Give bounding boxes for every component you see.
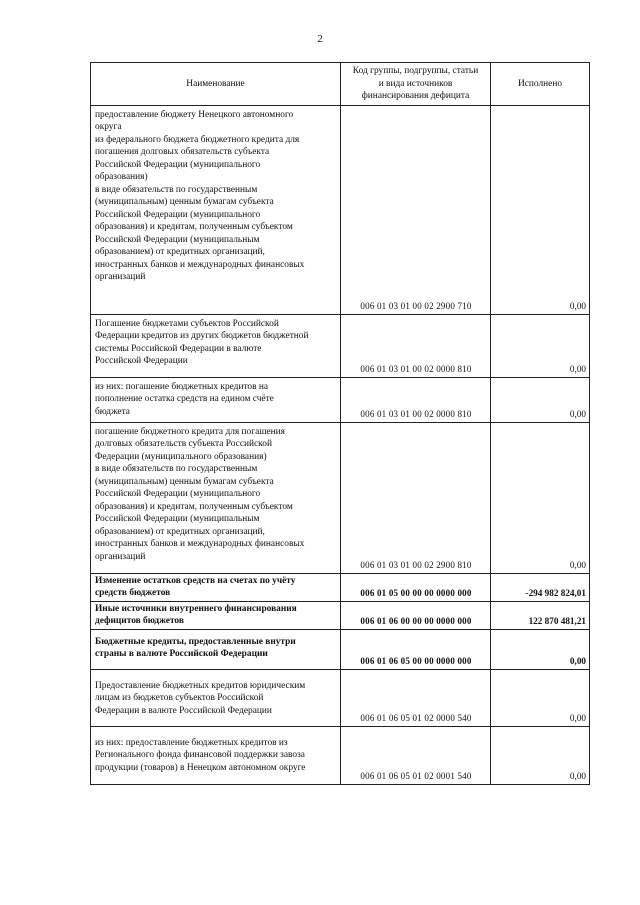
row-code: 006 01 03 01 00 02 0000 810 [341,377,491,422]
row-amount: 0,00 [491,377,590,422]
row-name: Иные источники внутреннего финансирования дефицитов бюджетов [91,601,341,629]
row-name: из них: предоставление бюджетных кредитов из Регионального фонда финансовой поддержки завоза продукции (товаров) в Ненецком автономном округе [91,726,341,784]
table-row [91,105,590,314]
row-name: Бюджетные кредиты, предоставленные внутри страны в валюте Российской Федерации [91,629,341,669]
row-name: погашение бюджетного кредита для погашения долговых обязательств субъекта Российской Федерации (муниципального образования) в виде обязательств по государственным (муниципальным) ценным бумагам субъекта Российской Федерации (муниципального образования) и кредитам, полученным субъектом Российской Федерации (муниципальным образованием) от кредитных организаций, иностранных банков и международных финансовых организаций [91,422,341,573]
table-row [91,314,590,377]
row-amount: 122 870 481,21 [491,601,590,629]
header-code: Код группы, подгруппы, статьи и вида источников финансирования дефицита [341,63,491,106]
row-name: Предоставление бюджетных кредитов юридическим лицам из бюджетов субъектов Российской Федерации в валюте Российской Федерации [91,669,341,726]
row-code: 006 01 06 05 00 00 0000 000 [341,629,491,669]
table-row [91,629,590,669]
row-amount: 0,00 [491,726,590,784]
row-amount: 0,00 [491,314,590,377]
row-amount: -294 982 824,01 [491,573,590,601]
row-code: 006 01 06 05 01 02 0000 540 [341,669,491,726]
row-amount: 0,00 [491,105,590,314]
row-code: 006 01 03 01 00 02 0000 810 [341,314,491,377]
page-number: 2 [317,33,323,45]
table-row [91,422,590,573]
row-name: Изменение остатков средств на счетах по учёту средств бюджетов [91,573,341,601]
row-name: из них: погашение бюджетных кредитов на пополнение остатка средств на едином счёте бюджета [91,377,341,422]
header-amount: Исполнено [491,63,590,106]
row-name: Погашение бюджетами субъектов Российской Федерации кредитов из других бюджетов бюджетной системы Российской Федерации в валюте Российской Федерации [91,314,341,377]
row-code: 006 01 06 00 00 00 0000 000 [341,601,491,629]
row-code: 006 01 03 01 00 02 2900 710 [341,105,491,314]
row-amount: 0,00 [491,629,590,669]
row-code: 006 01 05 00 00 00 0000 000 [341,573,491,601]
header-name: Наименование [91,63,341,106]
table-row [91,601,590,629]
row-code: 006 01 06 05 01 02 0001 540 [341,726,491,784]
row-amount: 0,00 [491,422,590,573]
row-code: 006 01 03 01 00 02 2900 810 [341,422,491,573]
row-amount: 0,00 [491,669,590,726]
table-row [91,573,590,601]
financing-sources-table [90,62,590,785]
table-header-row [91,63,590,106]
table-row [91,726,590,784]
table-row [91,669,590,726]
table-row [91,377,590,422]
row-name: предоставление бюджету Ненецкого автономного округа из федерального бюджета бюджетного кредита для погашения долговых обязательств субъекта Российской Федерации (муниципального образования) в виде обязательств по государственным (муниципальным) ценным бумагам субъекта Российской Федерации (муниципального образования) и кредитам, полученным субъектом Российской Федерации (муниципальным образованием) от кредитных организаций, иностранных банков и международных финансовых организаций [91,105,341,314]
